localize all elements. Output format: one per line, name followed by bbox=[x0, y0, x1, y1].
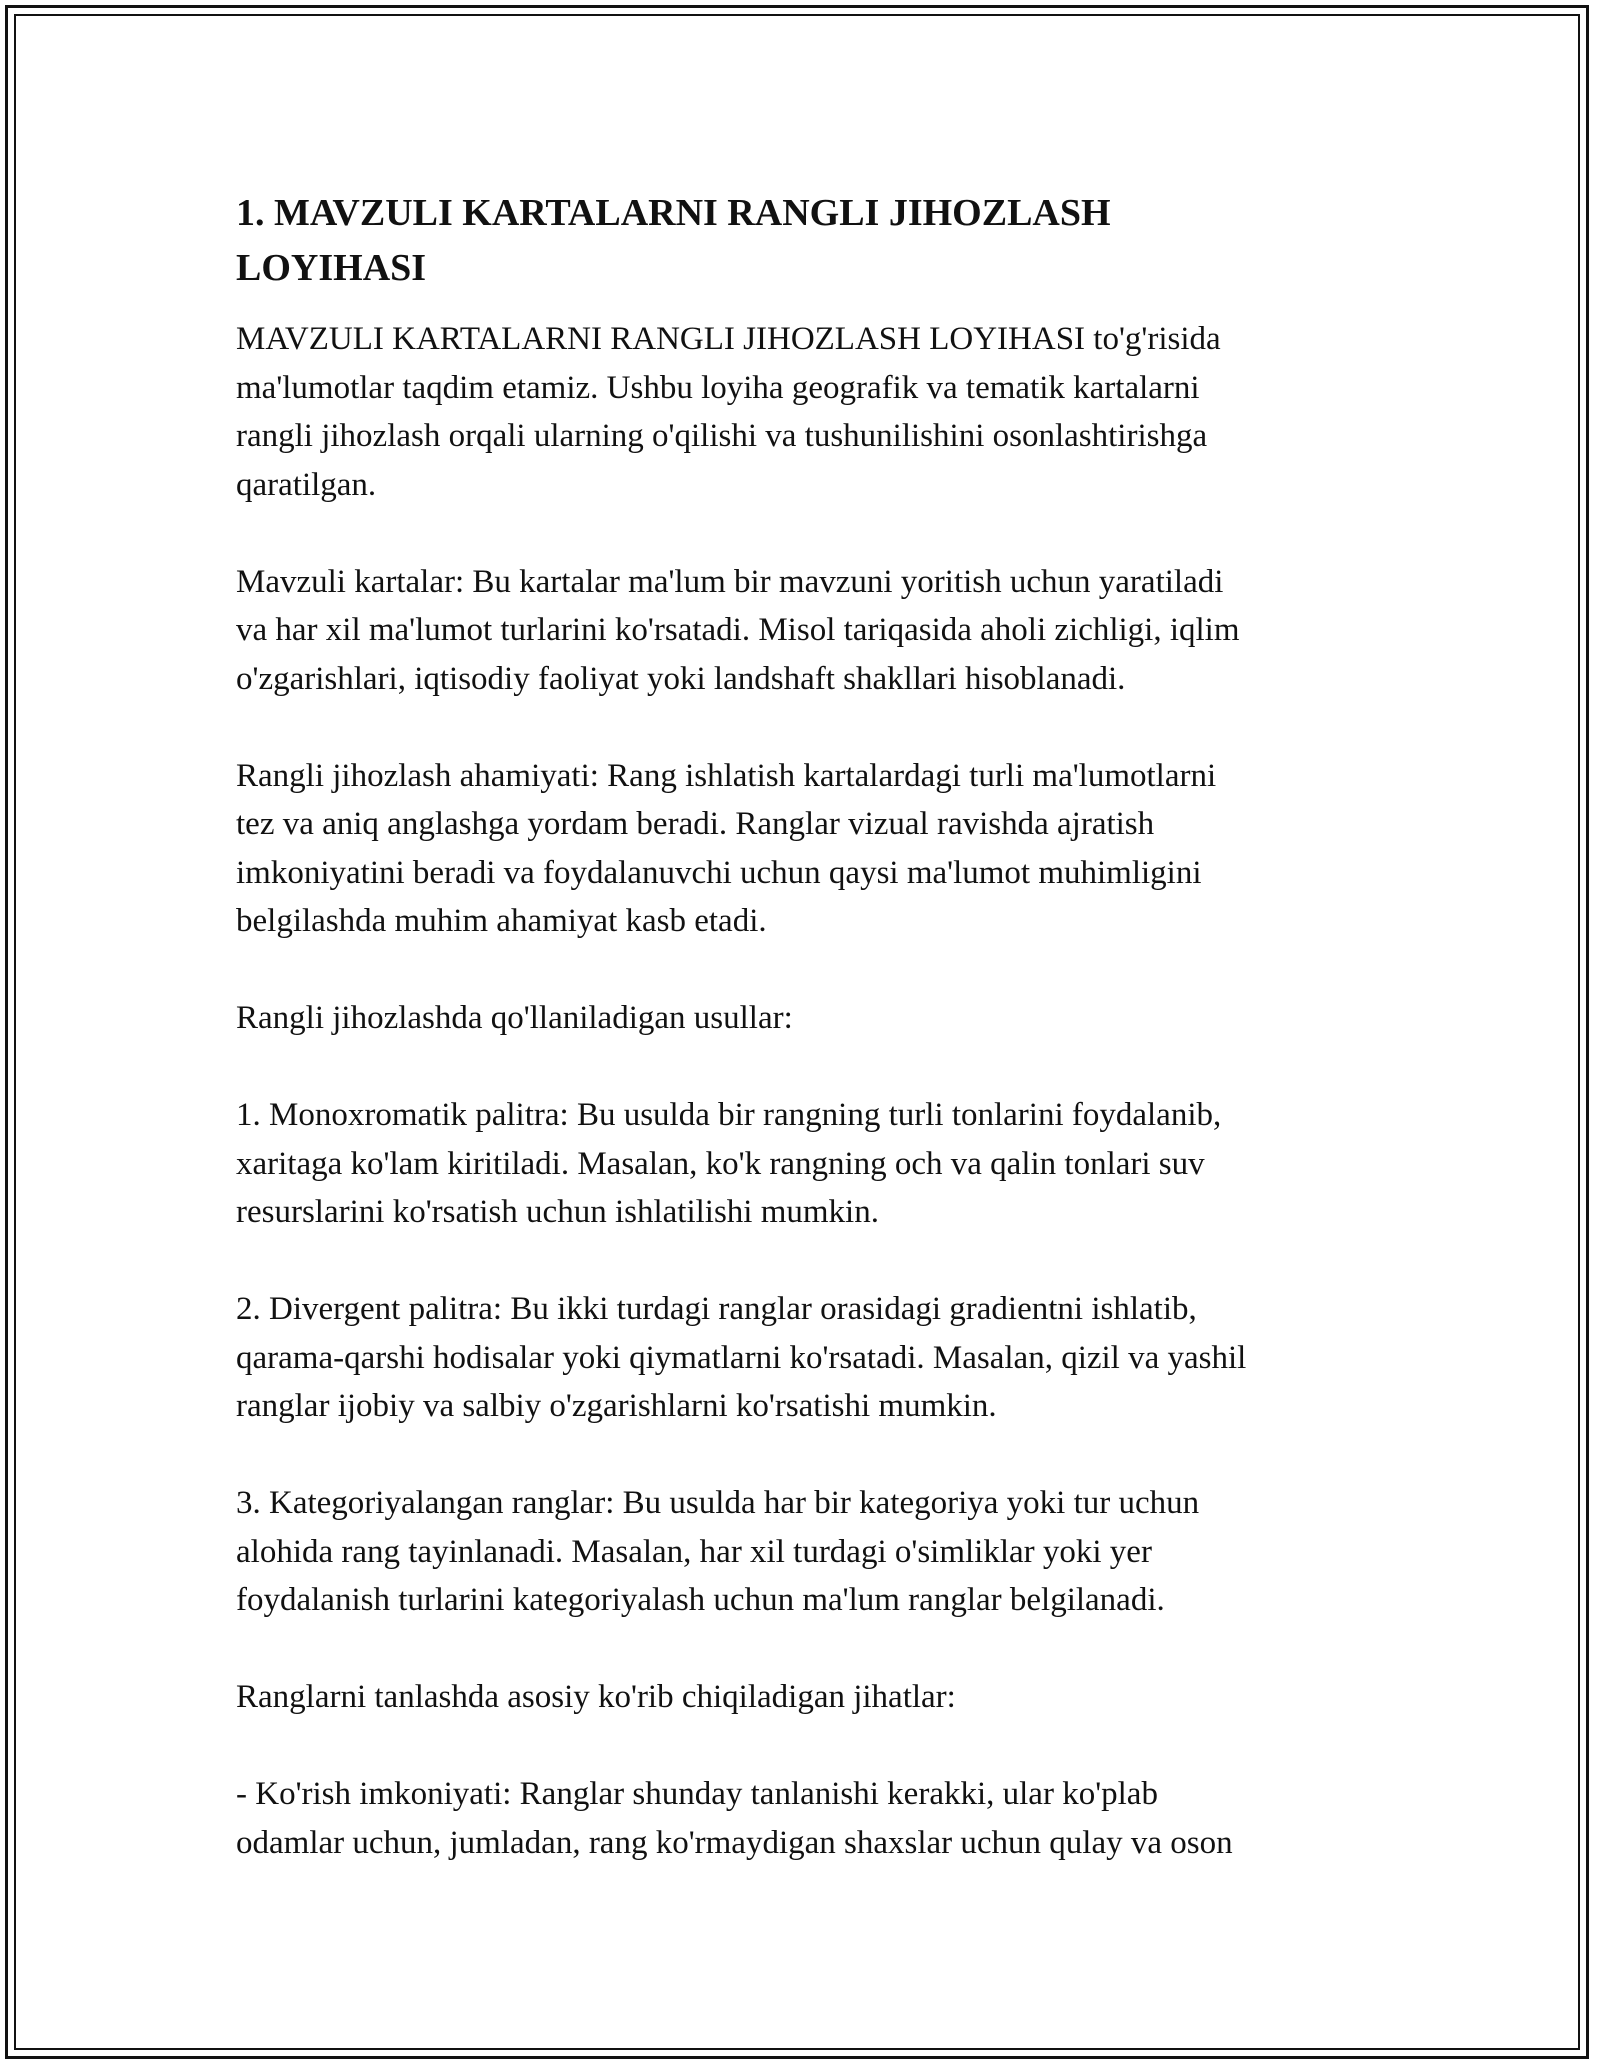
paragraph-methods-heading: Rangli jihozlashda qo'llaniladigan usullar: bbox=[236, 1000, 793, 1036]
paragraph-thematic-maps: Mavzuli kartalar: Bu kartalar ma'lum bir mavzuni yoritish uchun yaratiladi va har xil ma'lumot turlarini ko'rsatadi. Misol tariqasida aholi zichligi, iqlim o'zgarishlari, iqtisodiy faoliyat yoki landshaft shakllari hisoblanadi. bbox=[236, 563, 1240, 697]
paragraph-criteria-heading: Ranglarni tanlashda asosiy ko'rib chiqiladigan jihatlar: bbox=[236, 1679, 956, 1715]
paragraph-visibility: - Ko'rish imkoniyati: Ranglar shunday tanlanishi kerakki, ular ko'plab odamlar uchun, jumladan, rang ko'rmaydigan shaxslar uchun qulay va oson bbox=[236, 1776, 1233, 1861]
paragraph-color-importance: Rangli jihozlash ahamiyati: Rang ishlatish kartalardagi turli ma'lumotlarni tez va aniq anglashga yordam beradi. Ranglar vizual ravishda ajratish imkoniyatini beradi va foydalanuvchi uchun qaysi ma'lumot muhimligini belgilashda muhim ahamiyat kasb etadi. bbox=[236, 757, 1217, 939]
paragraph-categorical: 3. Kategoriyalangan ranglar: Bu usulda har bir kategoriya yoki tur uchun alohida rang tayinlanadi. Masalan, har xil turdagi o'simliklar yoki yer foydalanish turlarini kategoriyalash uchun ma'lum ranglar belgilanadi. bbox=[236, 1485, 1200, 1618]
paragraph-monochromatic: 1. Monoxromatik palitra: Bu usulda bir rangning turli tonlarini foydalanib, xaritaga ko'lam kiritiladi. Masalan, ko'k rangning och va qalin tonlari suv resurslarini ko'rsatish uchun ishlatilishi mumkin. bbox=[236, 1097, 1222, 1230]
document-title: 1. MAVZULI KARTALARNI RANGLI JIHOZLASH LOYIHASI bbox=[236, 192, 1111, 289]
document-body bbox=[236, 186, 1386, 1867]
paragraph-divergent: 2. Divergent palitra: Bu ikki turdagi ranglar orasidagi gradientni ishlatib, qarama-qarshi hodisalar yoki qiymatlarni ko'rsatadi. Masalan, qizil va yashil ranglar ijobiy va salbiy o'zgarishlarni ko'rsatishi mumkin. bbox=[236, 1291, 1247, 1424]
paragraph-intro: MAVZULI KARTALARNI RANGLI JIHOZLASH LOYIHASI to'g'risida ma'lumotlar taqdim etamiz. Ushbu loyiha geografik va tematik kartalarni rangli jihozlash orqali ularning o'qilishi va tushunilishini osonlashtirishga qaratilgan. bbox=[236, 321, 1221, 503]
